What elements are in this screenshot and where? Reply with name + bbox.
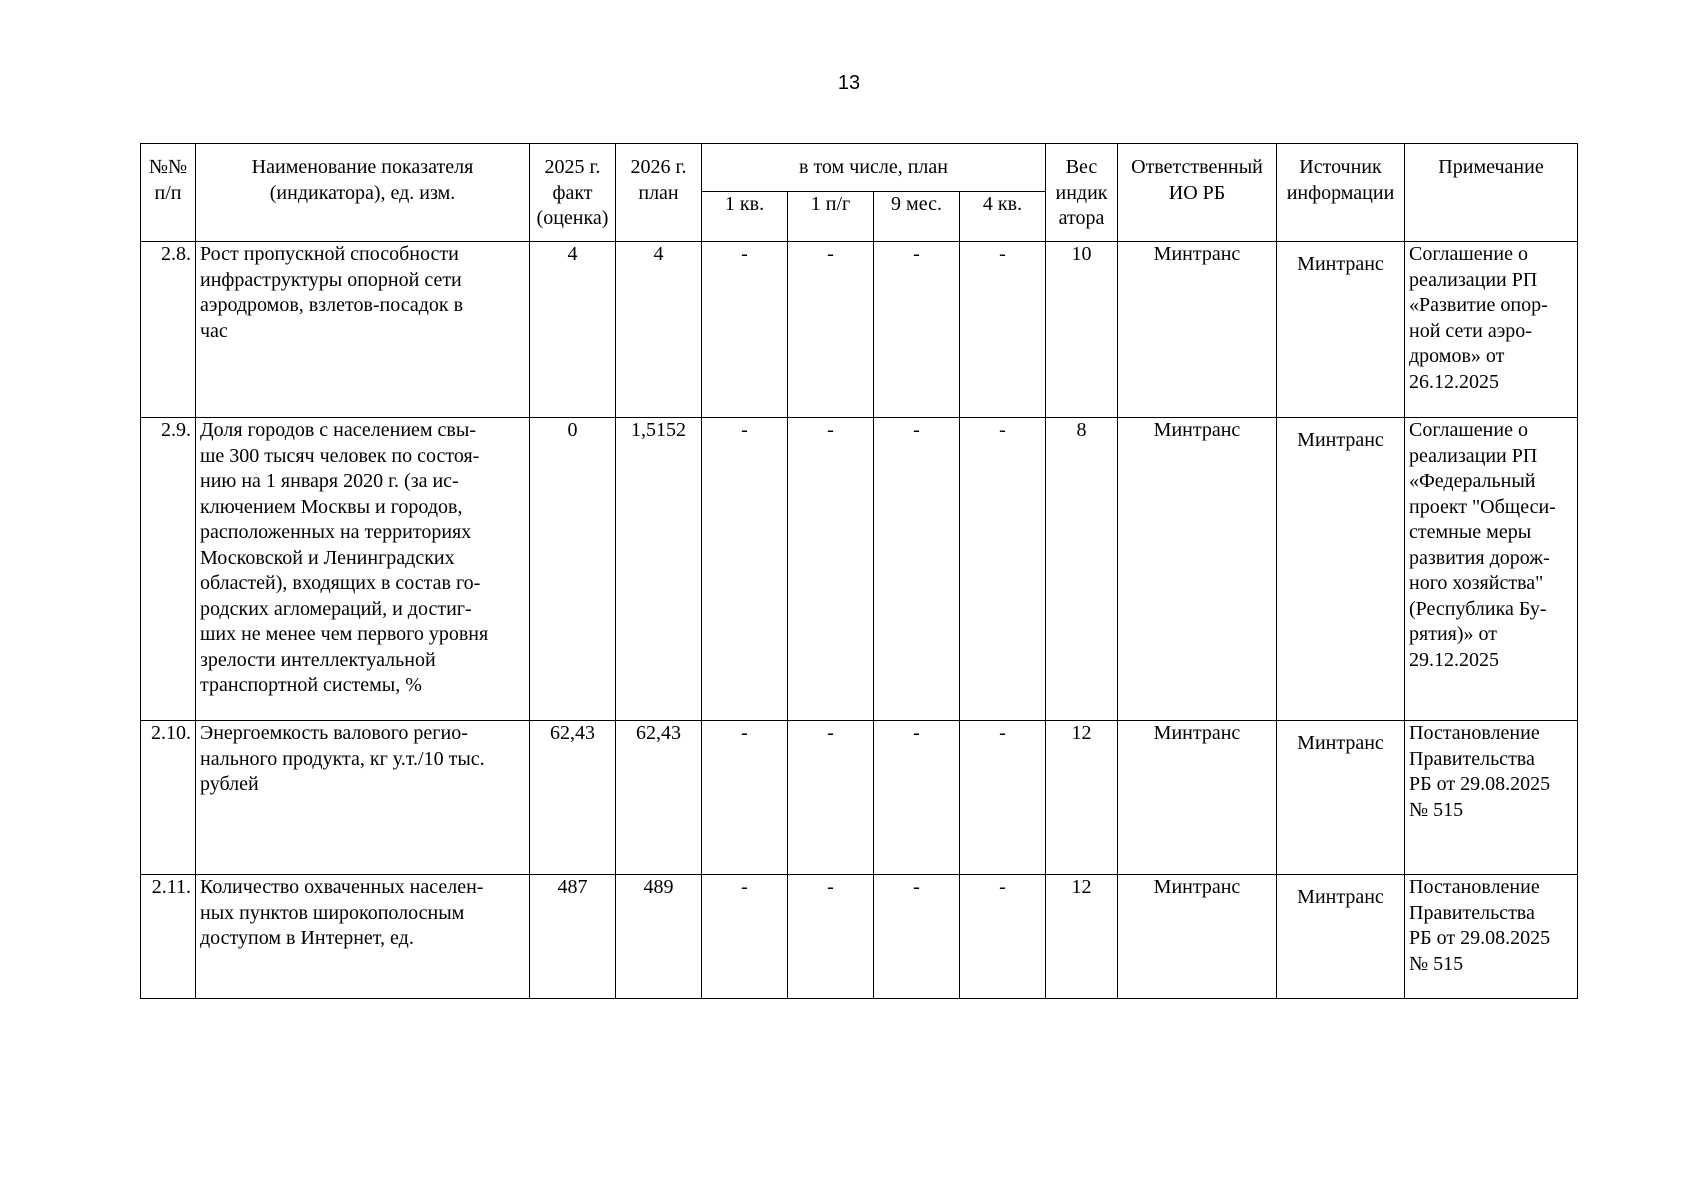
row-note: Соглашение о реализации РП «Федеральный проект "Общеси- стемные меры развития дорож- ного хозяйства" (Республика Бу- рятия)» от 29.12.2025 [1405,418,1578,721]
header-q1: 1 кв. [702,192,788,242]
row-q4: - [960,418,1046,721]
row-weight: 12 [1046,721,1118,875]
header-note: Примечание [1405,144,1578,242]
header-q4: 4 кв. [960,192,1046,242]
row-note: Постановление Правительства РБ от 29.08.2025 № 515 [1405,875,1578,999]
header-2026: 2026 г. план [616,144,702,242]
row-h1: - [788,875,874,999]
row-responsible: Минтранс [1118,418,1277,721]
row-q1: - [702,875,788,999]
row-9m: - [874,242,960,418]
row-source: Минтранс [1277,418,1405,721]
row-source: Минтранс [1277,875,1405,999]
table-row [141,418,1578,721]
table-row [141,242,1578,418]
row-h1: - [788,418,874,721]
row-q1: - [702,418,788,721]
row-h1: - [788,721,874,875]
header-num: №№ п/п [141,144,196,242]
row-q4: - [960,721,1046,875]
row-weight: 10 [1046,242,1118,418]
row-num: 2.9. [141,418,196,721]
row-9m: - [874,721,960,875]
row-responsible: Минтранс [1118,875,1277,999]
row-source: Минтранс [1277,721,1405,875]
indicators-table [140,143,1578,999]
row-2025: 62,43 [530,721,616,875]
row-name: Энергоемкость валового регио- нального продукта, кг у.т./10 тыс. рублей [196,721,530,875]
header-row [141,144,1578,192]
row-name: Количество охваченных населен- ных пунктов широкополосным доступом в Интернет, ед. [196,875,530,999]
row-2026: 1,5152 [616,418,702,721]
header-name: Наименование показателя (индикатора), ед. изм. [196,144,530,242]
row-responsible: Минтранс [1118,242,1277,418]
row-name: Рост пропускной способности инфраструктуры опорной сети аэродромов, взлетов-посадок в час [196,242,530,418]
row-num: 2.11. [141,875,196,999]
header-2025: 2025 г. факт (оценка) [530,144,616,242]
row-2025: 4 [530,242,616,418]
row-q4: - [960,242,1046,418]
header-incl-plan: в том числе, план [702,144,1046,192]
row-q1: - [702,721,788,875]
row-weight: 12 [1046,875,1118,999]
row-note: Постановление Правительства РБ от 29.08.2025 № 515 [1405,721,1578,875]
row-h1: - [788,242,874,418]
row-9m: - [874,875,960,999]
row-2025: 487 [530,875,616,999]
header-weight: Вес индик атора [1046,144,1118,242]
row-num: 2.8. [141,242,196,418]
header-source: Источник информации [1277,144,1405,242]
page-number: 13 [837,72,861,94]
row-2026: 62,43 [616,721,702,875]
row-q1: - [702,242,788,418]
row-responsible: Минтранс [1118,721,1277,875]
header-responsible: Ответственный ИО РБ [1118,144,1277,242]
row-q4: - [960,875,1046,999]
table-row [141,875,1578,999]
header-9m: 9 мес. [874,192,960,242]
row-2026: 489 [616,875,702,999]
table-row [141,721,1578,875]
row-2025: 0 [530,418,616,721]
row-weight: 8 [1046,418,1118,721]
row-note: Соглашение о реализации РП «Развитие опор- ной сети аэро- дромов» от 26.12.2025 [1405,242,1578,418]
row-2026: 4 [616,242,702,418]
row-source: Минтранс [1277,242,1405,418]
row-9m: - [874,418,960,721]
row-num: 2.10. [141,721,196,875]
header-h1: 1 п/г [788,192,874,242]
row-name: Доля городов с населением свы- ше 300 тысяч человек по состоя- нию на 1 января 2020 г. (за ис- ключением Москвы и городов, расположенных на территориях Московской и Ленинградских областей), входящих в состав го- родских агломераций, и достиг- ших не менее чем первого уровня зрелости интеллектуальной транспортной системы, % [196,418,530,721]
